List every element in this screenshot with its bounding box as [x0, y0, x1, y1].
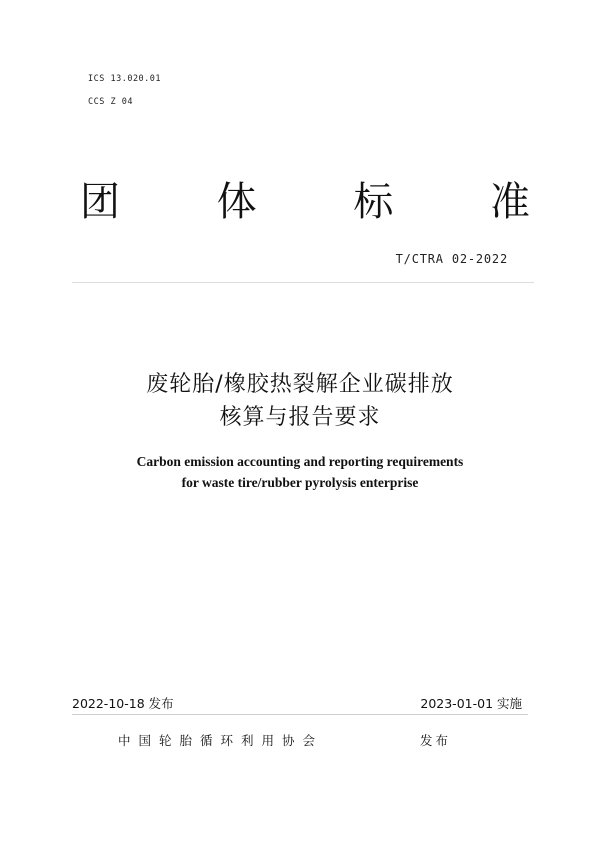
standard-type-char-4: 准 — [489, 179, 530, 225]
footer-divider — [72, 714, 528, 715]
standard-type-char-3: 标 — [353, 179, 394, 225]
english-title-line-1: Carbon emission accounting and reporting requirements — [136, 454, 464, 469]
header-divider — [72, 282, 534, 283]
chinese-title-line-1: 废轮胎/橡胶热裂解企业碳排放 — [146, 372, 454, 397]
standard-type-char-2: 体 — [216, 179, 257, 225]
standard-type-char-1: 团 — [80, 179, 120, 225]
implementation-date: 2023-01-01 实施 — [420, 696, 522, 711]
chinese-title-line-2: 核算与报告要求 — [219, 405, 381, 430]
standard-number: T/CTRA 02-2022 — [395, 252, 508, 266]
publish-label: 发布 — [420, 733, 452, 748]
english-title-line-2: for waste tire/rubber pyrolysis enterprise — [181, 475, 419, 490]
publishing-organization: 中国轮胎循环利用协会 — [118, 733, 324, 748]
ccs-code: CCS Z 04 — [88, 97, 133, 107]
standard-type-title — [80, 178, 530, 226]
ics-code: ICS 13.020.01 — [88, 74, 162, 84]
release-date: 2022-10-18 发布 — [72, 696, 174, 711]
